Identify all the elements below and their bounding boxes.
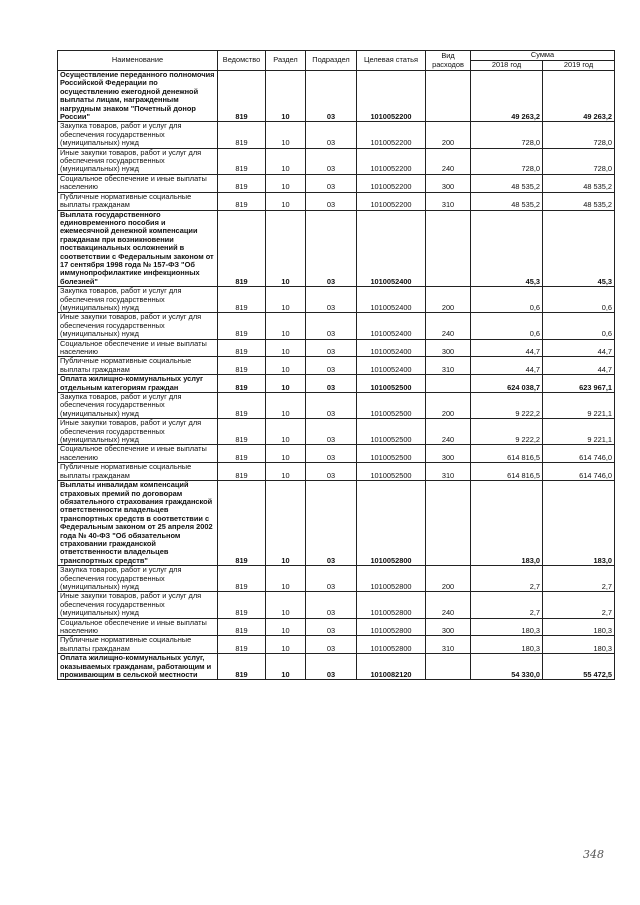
cell-2018: 624 038,7 — [471, 375, 543, 393]
cell-section: 10 — [266, 463, 306, 481]
cell-target: 1010052400 — [357, 313, 426, 339]
cell-subsection: 03 — [306, 313, 357, 339]
cell-subsection: 03 — [306, 636, 357, 654]
cell-exp-type — [426, 481, 471, 566]
cell-name: Социальное обеспечение и иные выплаты населению — [58, 445, 218, 463]
table-row — [58, 71, 615, 122]
cell-section: 10 — [266, 192, 306, 210]
cell-dept: 819 — [218, 192, 266, 210]
cell-dept: 819 — [218, 210, 266, 287]
cell-dept: 819 — [218, 618, 266, 636]
cell-section: 10 — [266, 481, 306, 566]
cell-name: Социальное обеспечение и иные выплаты населению — [58, 339, 218, 357]
cell-2019: 0,6 — [543, 287, 615, 313]
table-row — [58, 174, 615, 192]
table-row — [58, 393, 615, 419]
cell-2019: 48 535,2 — [543, 192, 615, 210]
cell-2018: 9 222,2 — [471, 393, 543, 419]
cell-2018: 614 816,5 — [471, 445, 543, 463]
cell-dept: 819 — [218, 375, 266, 393]
cell-subsection: 03 — [306, 463, 357, 481]
header-sum: Сумма — [471, 51, 615, 61]
cell-2019: 49 263,2 — [543, 71, 615, 122]
cell-subsection: 03 — [306, 618, 357, 636]
table-row — [58, 566, 615, 592]
table-row — [58, 192, 615, 210]
cell-2018: 728,0 — [471, 122, 543, 148]
cell-target: 1010052500 — [357, 393, 426, 419]
cell-dept: 819 — [218, 339, 266, 357]
cell-subsection: 03 — [306, 393, 357, 419]
cell-2018: 0,6 — [471, 313, 543, 339]
cell-exp-type: 240 — [426, 148, 471, 174]
table-row — [58, 463, 615, 481]
cell-name: Публичные нормативные социальные выплаты гражданам — [58, 357, 218, 375]
cell-dept: 819 — [218, 636, 266, 654]
table-row — [58, 357, 615, 375]
cell-dept: 819 — [218, 174, 266, 192]
cell-2018: 48 535,2 — [471, 174, 543, 192]
cell-name: Закупка товаров, работ и услуг для обеспечения государственных (муниципальных) нужд — [58, 393, 218, 419]
cell-name: Социальное обеспечение и иные выплаты населению — [58, 618, 218, 636]
cell-2018: 45,3 — [471, 210, 543, 287]
cell-2019: 180,3 — [543, 618, 615, 636]
cell-section: 10 — [266, 636, 306, 654]
table-row — [58, 339, 615, 357]
cell-name: Закупка товаров, работ и услуг для обеспечения государственных (муниципальных) нужд — [58, 287, 218, 313]
cell-dept: 819 — [218, 463, 266, 481]
cell-subsection: 03 — [306, 654, 357, 680]
cell-section: 10 — [266, 654, 306, 680]
cell-2018: 49 263,2 — [471, 71, 543, 122]
cell-target: 1010052200 — [357, 192, 426, 210]
cell-2019: 55 472,5 — [543, 654, 615, 680]
cell-section: 10 — [266, 419, 306, 445]
cell-subsection: 03 — [306, 122, 357, 148]
cell-dept: 819 — [218, 71, 266, 122]
cell-subsection: 03 — [306, 357, 357, 375]
cell-target: 1010052500 — [357, 445, 426, 463]
cell-dept: 819 — [218, 313, 266, 339]
cell-dept: 819 — [218, 357, 266, 375]
cell-2019: 728,0 — [543, 122, 615, 148]
cell-2018: 44,7 — [471, 339, 543, 357]
cell-dept: 819 — [218, 393, 266, 419]
cell-dept: 819 — [218, 592, 266, 618]
cell-section: 10 — [266, 122, 306, 148]
cell-2018: 180,3 — [471, 636, 543, 654]
cell-target: 1010082120 — [357, 654, 426, 680]
cell-target: 1010052200 — [357, 148, 426, 174]
cell-exp-type: 300 — [426, 618, 471, 636]
budget-table — [57, 50, 615, 680]
cell-2019: 183,0 — [543, 481, 615, 566]
cell-target: 1010052800 — [357, 566, 426, 592]
cell-subsection: 03 — [306, 566, 357, 592]
cell-2018: 614 816,5 — [471, 463, 543, 481]
cell-2019: 2,7 — [543, 566, 615, 592]
cell-subsection: 03 — [306, 71, 357, 122]
cell-section: 10 — [266, 445, 306, 463]
cell-target: 1010052400 — [357, 357, 426, 375]
cell-2019: 728,0 — [543, 148, 615, 174]
cell-section: 10 — [266, 375, 306, 393]
cell-exp-type: 310 — [426, 357, 471, 375]
cell-2018: 180,3 — [471, 618, 543, 636]
header-name: Наименование — [58, 51, 218, 71]
cell-2019: 9 221,1 — [543, 419, 615, 445]
cell-dept: 819 — [218, 445, 266, 463]
cell-target: 1010052800 — [357, 618, 426, 636]
cell-2019: 2,7 — [543, 592, 615, 618]
table-row — [58, 148, 615, 174]
cell-exp-type: 200 — [426, 393, 471, 419]
cell-section: 10 — [266, 71, 306, 122]
cell-2018: 2,7 — [471, 592, 543, 618]
cell-target: 1010052800 — [357, 636, 426, 654]
table-row — [58, 210, 615, 287]
cell-exp-type: 240 — [426, 419, 471, 445]
cell-target: 1010052400 — [357, 210, 426, 287]
table-row — [58, 636, 615, 654]
header-section: Раздел — [266, 51, 306, 71]
header-subsection: Подраздел — [306, 51, 357, 71]
header-exp-type: Вид расходов — [426, 51, 471, 71]
cell-2019: 48 535,2 — [543, 174, 615, 192]
cell-exp-type: 300 — [426, 174, 471, 192]
cell-name: Иные закупки товаров, работ и услуг для обеспечения государственных (муниципальных) нужд — [58, 148, 218, 174]
cell-dept: 819 — [218, 481, 266, 566]
cell-section: 10 — [266, 313, 306, 339]
cell-subsection: 03 — [306, 148, 357, 174]
table-body — [58, 71, 615, 680]
cell-dept: 819 — [218, 287, 266, 313]
cell-target: 1010052400 — [357, 339, 426, 357]
cell-target: 1010052200 — [357, 174, 426, 192]
cell-section: 10 — [266, 357, 306, 375]
cell-exp-type — [426, 210, 471, 287]
cell-subsection: 03 — [306, 210, 357, 287]
cell-target: 1010052400 — [357, 287, 426, 313]
cell-subsection: 03 — [306, 174, 357, 192]
cell-section: 10 — [266, 148, 306, 174]
cell-name: Закупка товаров, работ и услуг для обеспечения государственных (муниципальных) нужд — [58, 122, 218, 148]
cell-name: Иные закупки товаров, работ и услуг для обеспечения государственных (муниципальных) нужд — [58, 419, 218, 445]
cell-subsection: 03 — [306, 481, 357, 566]
cell-exp-type: 310 — [426, 192, 471, 210]
cell-2018: 48 535,2 — [471, 192, 543, 210]
cell-name: Иные закупки товаров, работ и услуг для обеспечения государственных (муниципальных) нужд — [58, 313, 218, 339]
table-row — [58, 287, 615, 313]
cell-name: Публичные нормативные социальные выплаты гражданам — [58, 192, 218, 210]
cell-name: Социальное обеспечение и иные выплаты населению — [58, 174, 218, 192]
table-row — [58, 375, 615, 393]
cell-subsection: 03 — [306, 192, 357, 210]
cell-exp-type: 200 — [426, 566, 471, 592]
cell-name: Закупка товаров, работ и услуг для обеспечения государственных (муниципальных) нужд — [58, 566, 218, 592]
cell-2019: 614 746,0 — [543, 463, 615, 481]
cell-section: 10 — [266, 618, 306, 636]
table-row — [58, 445, 615, 463]
cell-name: Оплата жилищно-коммунальных услуг отдельным категориям граждан — [58, 375, 218, 393]
cell-dept: 819 — [218, 566, 266, 592]
cell-2018: 9 222,2 — [471, 419, 543, 445]
cell-2019: 9 221,1 — [543, 393, 615, 419]
cell-2019: 45,3 — [543, 210, 615, 287]
header-target: Целевая статья — [357, 51, 426, 71]
table-row — [58, 122, 615, 148]
cell-exp-type: 240 — [426, 313, 471, 339]
cell-2019: 614 746,0 — [543, 445, 615, 463]
cell-section: 10 — [266, 566, 306, 592]
table-row — [58, 592, 615, 618]
cell-2018: 44,7 — [471, 357, 543, 375]
cell-target: 1010052800 — [357, 592, 426, 618]
cell-dept: 819 — [218, 419, 266, 445]
cell-subsection: 03 — [306, 287, 357, 313]
page-number: 348 — [583, 848, 604, 861]
cell-2019: 44,7 — [543, 339, 615, 357]
cell-name: Оплата жилищно-коммунальных услуг, оказываемых гражданам, работающим и проживающим в сельской местности — [58, 654, 218, 680]
cell-dept: 819 — [218, 148, 266, 174]
cell-subsection: 03 — [306, 445, 357, 463]
cell-target: 1010052200 — [357, 71, 426, 122]
header-dept: Ведомство — [218, 51, 266, 71]
cell-subsection: 03 — [306, 592, 357, 618]
cell-dept: 819 — [218, 122, 266, 148]
cell-2018: 2,7 — [471, 566, 543, 592]
cell-name: Выплата государственного единовременного пособия и ежемесячной денежной компенсации гражданам при возникновении поствакцинальных осложнений в соответствии с Федеральным законом от 17 сентября 1998 года № 157-ФЗ "Об иммунопрофилактике инфекционных болезней" — [58, 210, 218, 287]
cell-section: 10 — [266, 339, 306, 357]
cell-2019: 623 967,1 — [543, 375, 615, 393]
cell-section: 10 — [266, 592, 306, 618]
cell-target: 1010052500 — [357, 419, 426, 445]
budget-table-sheet — [57, 50, 614, 680]
cell-dept: 819 — [218, 654, 266, 680]
cell-2019: 44,7 — [543, 357, 615, 375]
header-year-2019: 2019 год — [543, 61, 615, 71]
cell-subsection: 03 — [306, 339, 357, 357]
cell-name: Осуществление переданного полномочия Российской Федерации по осуществлению ежегодной денежной выплаты лицам, награжденным нагрудным знаком "Почетный донор России" — [58, 71, 218, 122]
cell-exp-type: 300 — [426, 445, 471, 463]
header-row — [58, 51, 615, 61]
cell-section: 10 — [266, 174, 306, 192]
cell-exp-type — [426, 375, 471, 393]
cell-2019: 0,6 — [543, 313, 615, 339]
cell-target: 1010052800 — [357, 481, 426, 566]
table-row — [58, 419, 615, 445]
cell-2018: 0,6 — [471, 287, 543, 313]
cell-exp-type: 300 — [426, 339, 471, 357]
cell-name: Иные закупки товаров, работ и услуг для обеспечения государственных (муниципальных) нужд — [58, 592, 218, 618]
table-row — [58, 481, 615, 566]
table-row — [58, 618, 615, 636]
cell-2018: 183,0 — [471, 481, 543, 566]
cell-section: 10 — [266, 393, 306, 419]
cell-exp-type: 200 — [426, 287, 471, 313]
cell-name: Публичные нормативные социальные выплаты гражданам — [58, 463, 218, 481]
header-year-2018: 2018 год — [471, 61, 543, 71]
table-row — [58, 313, 615, 339]
cell-subsection: 03 — [306, 419, 357, 445]
table-row — [58, 654, 615, 680]
cell-exp-type: 240 — [426, 592, 471, 618]
cell-2018: 728,0 — [471, 148, 543, 174]
cell-subsection: 03 — [306, 375, 357, 393]
cell-exp-type: 310 — [426, 636, 471, 654]
cell-target: 1010052500 — [357, 463, 426, 481]
cell-exp-type — [426, 654, 471, 680]
cell-target: 1010052200 — [357, 122, 426, 148]
cell-name: Публичные нормативные социальные выплаты гражданам — [58, 636, 218, 654]
cell-section: 10 — [266, 210, 306, 287]
cell-2019: 180,3 — [543, 636, 615, 654]
cell-exp-type: 200 — [426, 122, 471, 148]
cell-exp-type — [426, 71, 471, 122]
cell-section: 10 — [266, 287, 306, 313]
cell-exp-type: 310 — [426, 463, 471, 481]
cell-2018: 54 330,0 — [471, 654, 543, 680]
cell-name: Выплаты инвалидам компенсаций страховых премий по договорам обязательного страхования гражданской ответственности владельцев транспортных средств в соответствии с Федеральным законом от 25 апреля 2002 года № 40-ФЗ "Об обязательном страховании гражданской ответственности владельцев транспортных средств" — [58, 481, 218, 566]
cell-target: 1010052500 — [357, 375, 426, 393]
